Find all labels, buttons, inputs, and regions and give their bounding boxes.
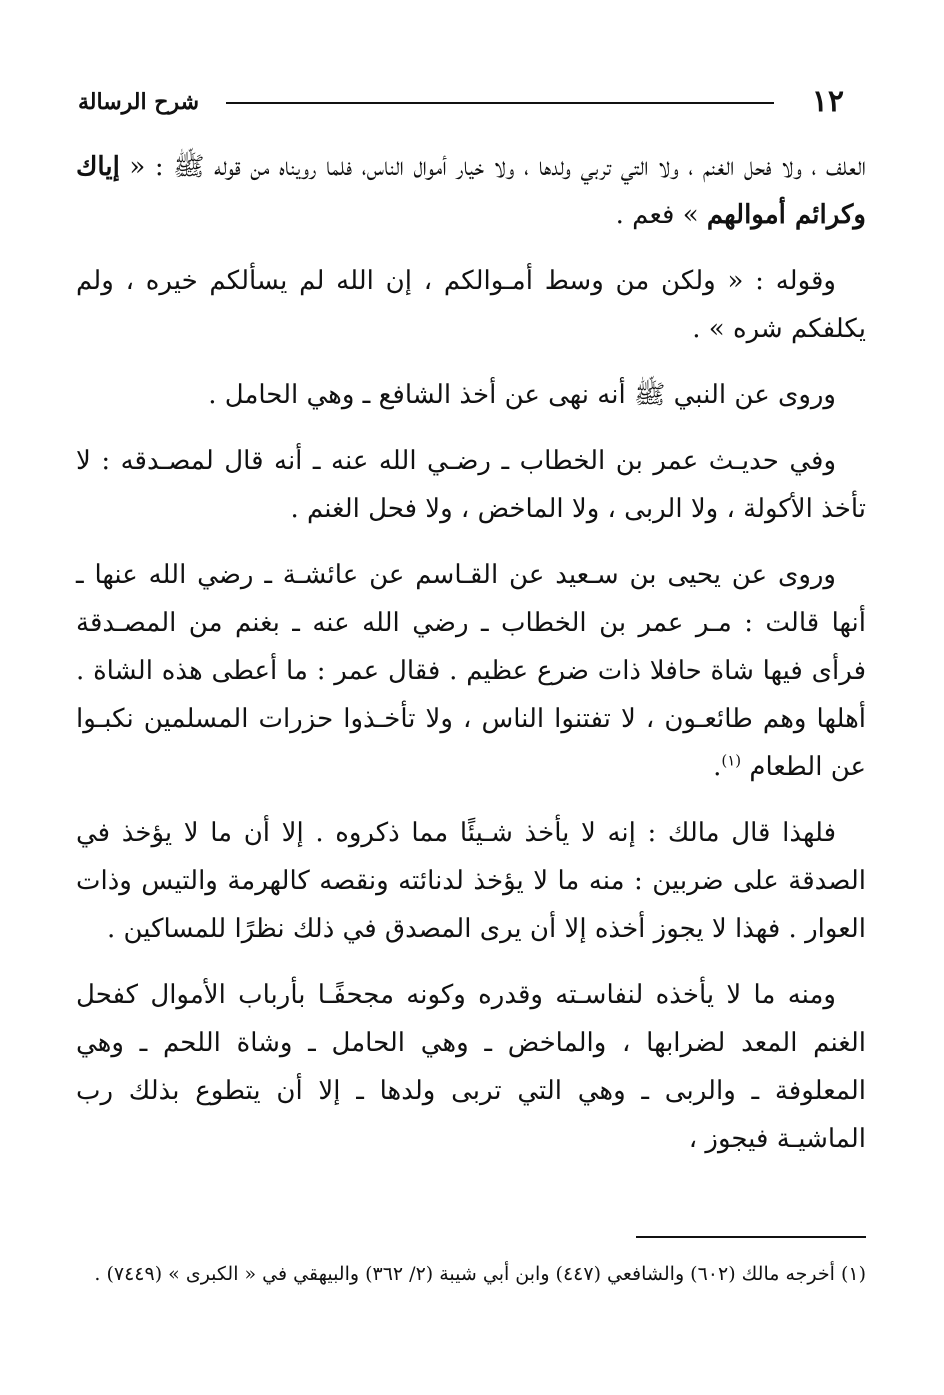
- paragraph-1-text-b: » فعم .: [615, 200, 707, 230]
- footnote-separator: [636, 1236, 866, 1238]
- header-rule: [226, 102, 774, 104]
- paragraph-3: وروى عن النبي ﷺ أنه نهى عن أخذ الشافع ـ وهي الحامل .: [208, 380, 836, 410]
- paragraph-5: [76, 551, 866, 791]
- paragraph-5-text: وروى عن يحيى بن سـعيد عن القـاسم عن عائشـة ـ رضي الله عنها ـ أنها قالت : مـر عمر بن الخطاب ـ رضي الله عنه ـ بغنم من المصـدقة فرأى فيها شاة حافلا ذات ضرع عظيم . فقال عمر : ما أعطى هذه الشاة . أهلها وهم طائعـون ، لا تفتنوا الناس ، ولا تأخـذوا حزرات المسلمين نكبـوا عن الطعام: [76, 560, 866, 782]
- hadith-quote: إياك وكرائم أموالهم: [76, 152, 866, 230]
- page-number: ١٢: [811, 84, 844, 119]
- main-text: [76, 143, 866, 1181]
- page-header: [76, 82, 866, 122]
- paragraph-1: [76, 143, 866, 239]
- paragraph-7: ومنه ما لا يأخذه لنفاسـته وقدره وكونه مجحفًـا بأرباب الأموال كفحل الغنم المعد لضرابها ، والماخض ـ وهي الحامل ـ وشاة اللحم ـ وهي المعلوفة ـ والربى ـ وهي التي تربى ولدها ـ إلا أن يتطوع بذلك رب الماشيـة فيجوز ،: [76, 980, 866, 1154]
- paragraph-6: فلهذا قال مالك : إنه لا يأخذ شـيئًا مما ذكروه . إلا أن ما لا يؤخذ في الصدقة على ضربين : منه ما لا يؤخذ لدنائته ونقصه كالهرمة والتيس وذات العوار . فهذا لا يجوز أخذه إلا أن يرى المصدق في ذلك نظرًا للمساكين .: [76, 818, 866, 944]
- paragraph-5-end: .: [713, 752, 722, 782]
- paragraph-1-text-a: العلف ، ولا فحل الغنم ، ولا التي تربي ولدها ، ولا خيار أموال الناس، فلما رويناه من قوله ﷺ : «: [119, 152, 866, 182]
- running-title: شرح الرسالة: [78, 89, 200, 115]
- footnote-reference: (١): [721, 751, 742, 770]
- paragraph-4: وفي حديـث عمر بن الخطاب ـ رضـي الله عنه ـ أنه قال لمصـدقه : لا تأخذ الأكولة ، ولا الربى ، ولا الماخض ، ولا فحل الغنم .: [76, 446, 866, 524]
- paragraph-2: وقوله : « ولكن من وسط أمـوالكم ، إن الله لم يسألكم خيره ، ولم يكلفكم شره » .: [76, 266, 866, 344]
- footnote: (١) أخرجه مالك (٦٠٢) والشافعي (٤٤٧) وابن أبي شيبة (٢/ ٣٦٢) والبيهقي في « الكبرى » (٧٤٤٩) .: [94, 1263, 866, 1285]
